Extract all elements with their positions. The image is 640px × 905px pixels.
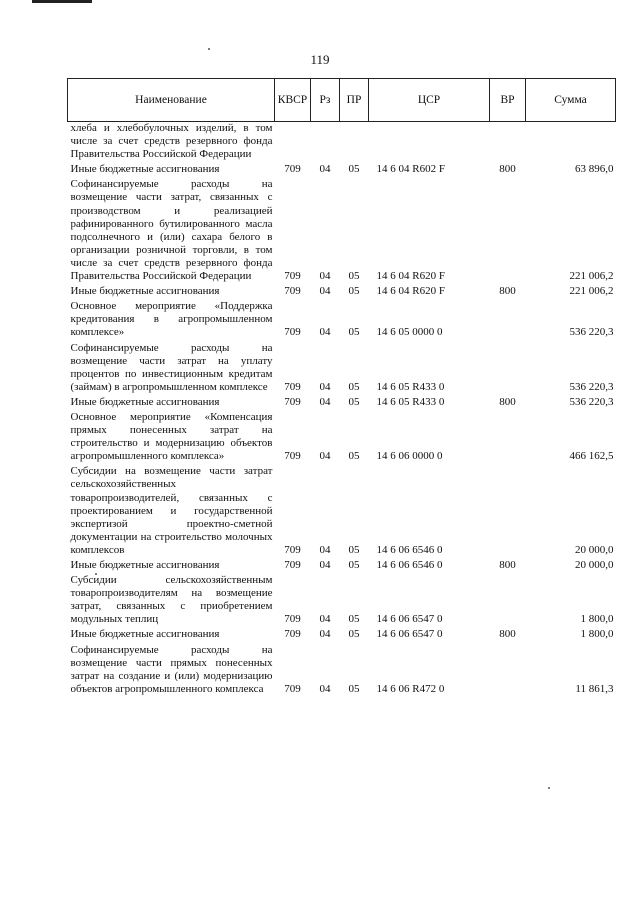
cell-kvsr: 709: [284, 163, 301, 176]
table-row: [68, 161, 616, 176]
cell-pr: 05: [348, 450, 360, 463]
scan-speck: [208, 48, 210, 50]
cell-rz: 04: [319, 559, 331, 571]
cell-kvsr: 709: [284, 285, 301, 298]
cell-pr: 05: [348, 395, 360, 408]
cell-kvsr: 709: [284, 682, 301, 695]
cell-csr: 14 6 05 R433 0: [376, 380, 445, 393]
table-row: [68, 572, 616, 626]
cell-pr: 05: [348, 270, 360, 283]
cell-pr: [340, 122, 369, 162]
cell-kvsr: 709: [284, 450, 301, 463]
cell-vr: 800: [499, 395, 516, 408]
table-row: [68, 394, 616, 409]
cell-pr: 05: [348, 682, 360, 695]
cell-vr: 800: [499, 559, 516, 571]
cell-name: Софинансируемые расходы на возмещение части затрат, связанных с производством и реализацией рафинированного бутилированного масла подсолнечного и (или) сахара белого в организации розничной торговли, в том числе за счет средств резервного фонда Правительства Российской Федерации: [70, 178, 273, 283]
cell-vr: 800: [499, 628, 516, 641]
cell-csr: 14 6 04 R602 F: [376, 163, 445, 176]
cell-name: Софинансируемые расходы на возмещение части прямых понесенных затрат на создание и (или) модернизацию объектов агропромышленного комплекса: [70, 643, 273, 695]
cell-name: Иные бюджетные ассигнования: [70, 163, 220, 176]
cell-sum: 1 800,0: [580, 613, 614, 626]
cell-rz: 04: [319, 613, 331, 626]
cell-name: хлеба и хлебобулочных изделий, в том числе за счет средств резервного фонда Правительства Российской Федерации: [70, 122, 273, 161]
cell-sum: 11 861,3: [575, 682, 614, 695]
cell-csr: 14 6 06 6547 0: [376, 613, 443, 626]
cell-rz: 04: [319, 270, 331, 283]
cell-pr: 05: [348, 326, 360, 339]
table-row: [68, 122, 616, 162]
cell-name: Основное мероприятие «Компенсация прямых понесенных затрат на строительство и модернизацию объектов агропромышленного комплекса»: [70, 410, 273, 463]
cell-pr: 05: [348, 285, 360, 298]
column-header-vr: ВР: [490, 79, 526, 122]
cell-rz: 04: [319, 285, 331, 298]
cell-sum: 20 000,0: [575, 543, 614, 556]
cell-rz: 04: [319, 450, 331, 463]
table-row: [68, 283, 616, 298]
cell-sum: 536 220,3: [569, 326, 614, 339]
cell-vr: 800: [499, 163, 516, 176]
cell-rz: 04: [319, 682, 331, 695]
column-header-pr: ПР: [340, 79, 369, 122]
cell-name: Софинансируемые расходы на возмещение части затрат на уплату процентов по инвестиционным кредитам (займам) в агропромышленном комплексе: [70, 341, 273, 393]
cell-pr: 05: [348, 628, 360, 641]
cell-rz: 04: [319, 326, 331, 339]
cell-vr: [490, 572, 526, 626]
cell-rz: 04: [319, 380, 331, 393]
cell-vr: [490, 409, 526, 463]
cell-pr: 05: [348, 559, 360, 571]
cell-name: Иные бюджетные ассигнования: [70, 559, 220, 571]
table-row: [68, 642, 616, 696]
cell-kvsr: 709: [284, 543, 301, 556]
cell-csr: [369, 122, 490, 162]
table-row: [68, 298, 616, 339]
cell-vr: 800: [499, 285, 516, 298]
table-row: [68, 176, 616, 283]
cell-name: Иные бюджетные ассигнования: [70, 395, 220, 408]
cell-name: Иные бюджетные ассигнования: [70, 285, 220, 298]
cell-csr: 14 6 04 R620 F: [376, 285, 445, 298]
cell-sum: 536 220,3: [569, 380, 614, 393]
cell-vr: [490, 122, 526, 162]
cell-rz: 04: [319, 628, 331, 641]
cell-csr: 14 6 05 0000 0: [376, 326, 443, 339]
cell-csr: 14 6 05 R433 0: [376, 395, 445, 408]
table-row: [68, 557, 616, 572]
cell-sum: [526, 122, 616, 162]
scan-speck: [548, 787, 550, 789]
cell-csr: 14 6 04 R620 F: [376, 270, 445, 283]
cell-csr: 14 6 06 6546 0: [376, 559, 443, 571]
top-rule: [32, 0, 92, 3]
cell-vr: [490, 176, 526, 283]
cell-kvsr: 709: [284, 326, 301, 339]
column-header-rz: Рз: [311, 79, 340, 122]
table-row: [68, 626, 616, 641]
cell-csr: 14 6 06 6547 0: [376, 628, 443, 641]
cell-rz: 04: [319, 163, 331, 176]
cell-pr: 05: [348, 380, 360, 393]
cell-kvsr: 709: [284, 628, 301, 641]
cell-csr: 14 6 06 0000 0: [376, 450, 443, 463]
cell-sum: 221 006,2: [569, 270, 614, 283]
cell-vr: [490, 340, 526, 394]
cell-kvsr: 709: [284, 559, 301, 571]
cell-sum: 536 220,3: [569, 395, 614, 408]
cell-csr: 14 6 06 R472 0: [376, 682, 445, 695]
cell-sum: 63 896,0: [575, 163, 614, 176]
cell-vr: [490, 463, 526, 557]
cell-pr: 05: [348, 163, 360, 176]
cell-pr: 05: [348, 543, 360, 556]
cell-kvsr: 709: [284, 395, 301, 408]
cell-pr: 05: [348, 613, 360, 626]
cell-kvsr: [275, 122, 311, 162]
cell-vr: [490, 642, 526, 696]
cell-rz: 04: [319, 543, 331, 556]
table-row: [68, 463, 616, 557]
cell-kvsr: 709: [284, 270, 301, 283]
cell-kvsr: 709: [284, 380, 301, 393]
column-header-csr: ЦСР: [369, 79, 490, 122]
cell-csr: 14 6 06 6546 0: [376, 543, 443, 556]
page-number: 119: [310, 52, 330, 67]
table-body: [68, 122, 616, 696]
cell-name: Иные бюджетные ассигнования: [70, 628, 220, 641]
table-row: [68, 340, 616, 394]
column-header-sum: Сумма: [526, 79, 616, 122]
table-header-row: [68, 79, 616, 122]
cell-sum: 466 162,5: [569, 450, 614, 463]
cell-kvsr: 709: [284, 613, 301, 626]
column-header-name: Наименование: [68, 79, 275, 122]
table-row: [68, 409, 616, 463]
cell-sum: 221 006,2: [569, 285, 614, 298]
cell-rz: [311, 122, 340, 162]
cell-vr: [490, 298, 526, 339]
cell-name: Субсидии на возмещение части затрат сельскохозяйственных товаропроизводителей, связанных с проектированием и государственной экспертизой проектно-сметной документации на строительство молочных комплексов: [70, 465, 273, 556]
cell-name: Основное мероприятие «Поддержка кредитования в агропромышленном комплексе»: [70, 300, 273, 339]
cell-rz: 04: [319, 395, 331, 408]
cell-name: Субсидии сельскохозяйственным товаропроизводителям на возмещение затрат, связанных с приобретением модульных теплиц: [70, 574, 273, 626]
cell-sum: 1 800,0: [580, 628, 614, 641]
column-header-kvsr: КВСР: [275, 79, 311, 122]
budget-table: [67, 78, 616, 696]
cell-sum: 20 000,0: [575, 559, 614, 571]
